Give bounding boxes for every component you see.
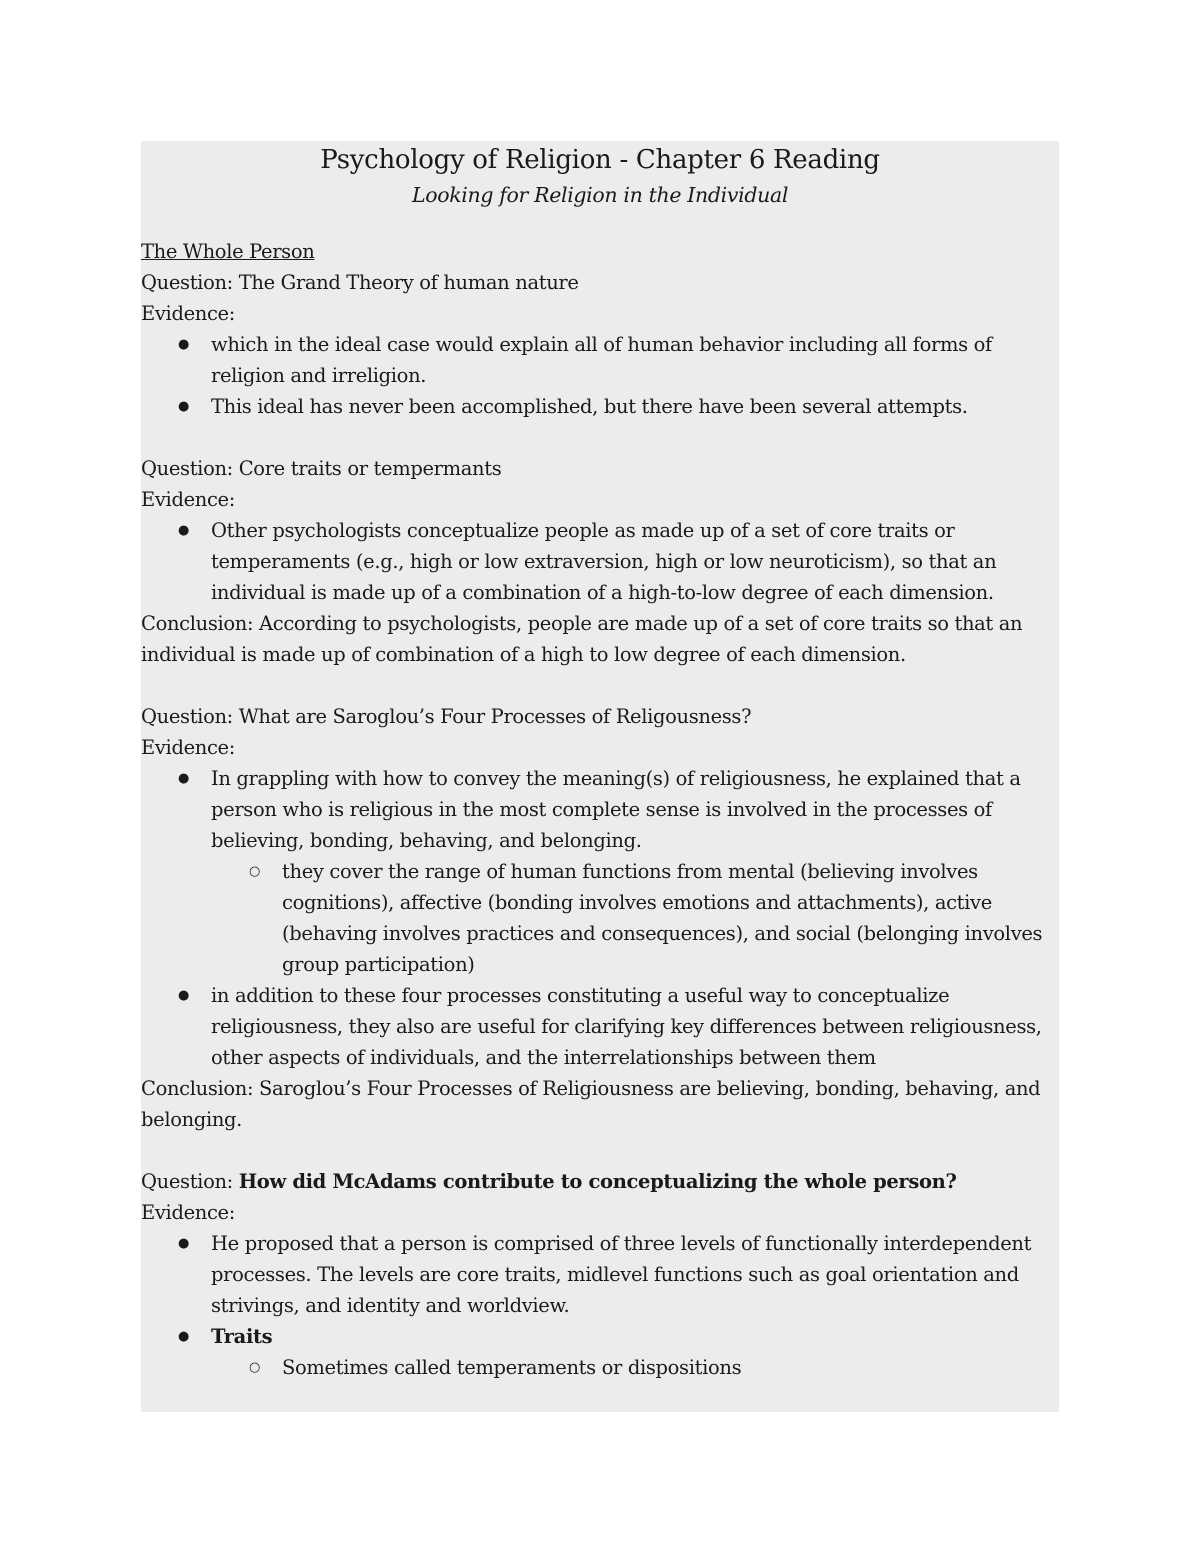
document-content	[141, 141, 1059, 1383]
evidence-label: Evidence:	[141, 488, 235, 511]
bullet-list	[141, 515, 1059, 608]
question-mcadams	[141, 1166, 1059, 1197]
conclusion-saroglou: Conclusion: Saroglou’s Four Processes of Religiousness are believing, bonding, behaving, and belonging.	[141, 1077, 1041, 1131]
list-item: ● in addition to these four processes constituting a useful way to conceptualize religiousness, they also are useful for clarifying key differences between religiousness, other aspects of individuals, and the interrelationships between them	[141, 980, 1059, 1073]
bullet-list	[141, 763, 1059, 1073]
sub-list-item: ○ Sometimes called temperaments or dispositions	[141, 1352, 1059, 1383]
question-saroglou: Question: What are Saroglou’s Four Processes of Religousness?	[141, 705, 752, 728]
evidence-label: Evidence:	[141, 736, 235, 759]
bullet-list	[141, 1228, 1059, 1383]
document-title: Psychology of Religion - Chapter 6 Reading	[320, 145, 880, 175]
document-subtitle: Looking for Religion in the Individual	[411, 183, 789, 207]
list-item-traits: ● Traits	[141, 1321, 1059, 1352]
evidence-label: Evidence:	[141, 302, 235, 325]
list-item: ● Other psychologists conceptualize people as made up of a set of core traits or temperaments (e.g., high or low extraversion, high or low neuroticism), so that an individual is made up of a combination of a high-to-low degree of each dimension.	[141, 515, 1059, 608]
evidence-label: Evidence:	[141, 1201, 235, 1224]
question-core-traits: Question: Core traits or tempermants	[141, 457, 502, 480]
question-text-bold: How did McAdams contribute to conceptualizing the whole person?	[238, 1170, 957, 1193]
conclusion-core-traits: Conclusion: According to psychologists, people are made up of a set of core traits so that an individual is made up of combination of a high to low degree of each dimension.	[141, 612, 1023, 666]
list-item: ● In grappling with how to convey the meaning(s) of religiousness, he explained that a person who is religious in the most complete sense is involved in the processes of believing, bonding, behaving, and belonging.	[141, 763, 1059, 856]
bullet-list	[141, 329, 1059, 422]
list-item: ● This ideal has never been accomplished, but there have been several attempts.	[141, 391, 1059, 422]
sub-list-item: ○ they cover the range of human functions from mental (believing involves cognitions), affective (bonding involves emotions and attachments), active (behaving involves practices and consequences), and social (belonging involves group participation)	[141, 856, 1059, 980]
question-grand-theory: Question: The Grand Theory of human nature	[141, 271, 579, 294]
list-item: ● which in the ideal case would explain all of human behavior including all forms of religion and irreligion.	[141, 329, 1059, 391]
question-prefix: Question:	[141, 1170, 239, 1193]
list-item: ● He proposed that a person is comprised of three levels of functionally interdependent processes. The levels are core traits, midlevel functions such as goal orientation and strivings, and identity and worldview.	[141, 1228, 1059, 1321]
section-heading: The Whole Person	[141, 240, 315, 263]
